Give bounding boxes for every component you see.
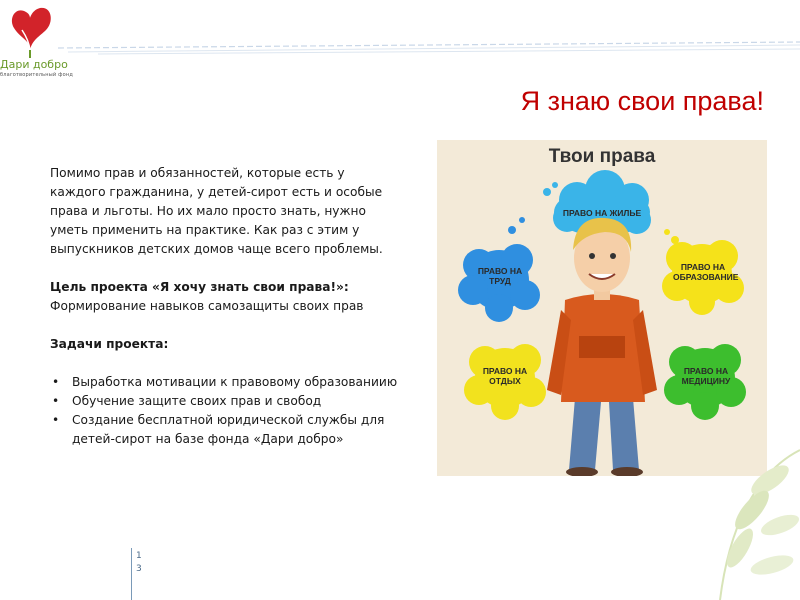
- boy-figure: [547, 218, 657, 476]
- slide-title: Я знаю свои права!: [520, 86, 764, 116]
- illustration-graphics: [437, 140, 767, 476]
- intro-line: уметь применить на практике. Как раз с этим у: [50, 223, 360, 237]
- right-education-label: ПРАВО НА ОБРАЗОВАНИЕ: [673, 262, 739, 282]
- body-text: [50, 164, 430, 449]
- heart-flower-icon: [0, 0, 60, 58]
- right-housing-label: ПРАВО НА ЖИЛЬЕ: [562, 208, 642, 218]
- list-item: • Создание бесплатной юридической службы для: [50, 411, 430, 430]
- rights-illustration: [437, 140, 767, 476]
- logo-brand: Дари добро: [0, 58, 68, 71]
- intro-line: каждого гражданина, у детей-сирот есть и особые: [50, 185, 383, 199]
- right-rest-label: ПРАВО НА ОТДЫХ: [482, 366, 528, 386]
- page-number-divider: [131, 548, 132, 600]
- logo-tagline: благотворительный фонд: [0, 72, 74, 78]
- tasks-heading: Задачи проекта:: [50, 337, 169, 351]
- header-lines: [58, 40, 800, 70]
- poster-title: Твои права: [548, 146, 656, 167]
- tasks-list: [50, 373, 430, 449]
- decorative-leaves: [660, 430, 800, 600]
- goal-heading: Цель проекта «Я хочу знать свои права!»:: [50, 280, 349, 294]
- right-work-label: ПРАВО НА ТРУД: [477, 266, 523, 286]
- page-number: 1 3: [136, 551, 142, 574]
- list-item: • Выработка мотивации к правовому образованиию: [50, 373, 430, 392]
- list-item-continuation: детей-сирот на базе фонда «Дари добро»: [72, 432, 344, 446]
- intro-line: Помимо прав и обязанностей, которые есть у: [50, 166, 345, 180]
- intro-line: выпускников детских домов чаще всего проблемы.: [50, 242, 383, 256]
- goal-text: Формирование навыков самозащиты своих прав: [50, 299, 364, 313]
- intro-line: права и льготы. Но их мало просто знать, нужно: [50, 204, 366, 218]
- right-medicine-label: ПРАВО НА МЕДИЦИНУ: [681, 366, 731, 386]
- list-item: • Обучение защите своих прав и свобод: [50, 392, 430, 411]
